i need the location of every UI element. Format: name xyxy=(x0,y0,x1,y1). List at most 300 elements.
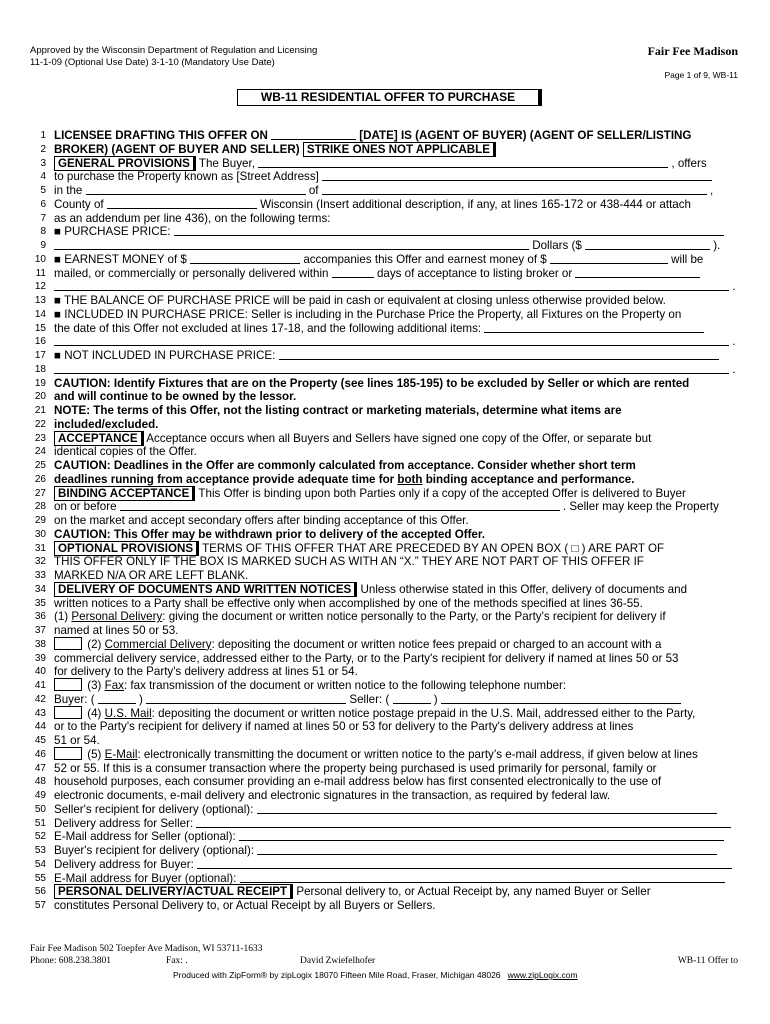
line-number: 57 xyxy=(34,900,46,911)
form-line xyxy=(0,211,770,226)
text-run: E-Mail address for Seller (optional): xyxy=(54,830,239,844)
form-line xyxy=(0,884,770,899)
text-run: : electronically transmitting the document or written notice to the party’s e-mail address, if given below at lines xyxy=(137,747,698,761)
text-run: . xyxy=(729,280,736,294)
line-number: 28 xyxy=(34,501,46,513)
line-text xyxy=(54,348,740,363)
form-line xyxy=(0,334,770,349)
form-line xyxy=(0,238,770,253)
footer-produced xyxy=(173,970,578,980)
line-text xyxy=(54,486,740,501)
line-number: 37 xyxy=(34,625,46,636)
line-text xyxy=(54,829,740,844)
text-run: Unless otherwise stated in this Offer, delivery of documents and xyxy=(357,582,688,596)
line-number: 8 xyxy=(40,226,46,238)
fill-in-blank[interactable] xyxy=(322,183,707,195)
form-line xyxy=(0,128,770,143)
line-number: 3 xyxy=(40,157,46,169)
line-number: 14 xyxy=(34,308,46,320)
line-text xyxy=(54,169,740,184)
form-line xyxy=(0,499,770,514)
text-run: TERMS OF THIS OFFER THAT ARE PRECEDED BY AN OPEN BOX ( □ ) ARE PART OF xyxy=(199,541,665,555)
line-number: 7 xyxy=(40,212,46,224)
text-run: household purposes, each consumer providing an e-mail address below has first consented electronically to the use of xyxy=(54,775,662,789)
text-run: County of xyxy=(54,197,107,211)
line-number: 39 xyxy=(34,652,46,664)
form-line xyxy=(0,527,770,542)
form-line xyxy=(0,637,770,652)
text-run: Delivery address for Seller: xyxy=(54,816,197,830)
line-number: 1 xyxy=(40,130,46,141)
form-line xyxy=(0,664,770,679)
form-line xyxy=(0,142,770,157)
text-run: U.S. Mail xyxy=(104,706,152,720)
text-run: electronic documents, e-mail delivery and electronic signatures in the transaction, as required by federal law. xyxy=(54,789,611,802)
text-run: (5) xyxy=(84,747,105,761)
fill-in-blank[interactable] xyxy=(332,266,374,278)
line-number: 35 xyxy=(34,597,46,609)
line-text xyxy=(54,307,740,322)
form-line xyxy=(0,747,770,762)
line-text xyxy=(54,431,740,446)
text-run: CAUTION: This Offer may be withdrawn prior to delivery of the accepted Offer. xyxy=(54,527,485,541)
fill-in-blank[interactable] xyxy=(197,857,732,869)
form-line xyxy=(0,843,770,858)
line-number: 21 xyxy=(34,405,46,416)
text-run: Seller's recipient for delivery (optional): xyxy=(54,802,257,816)
approval-header xyxy=(30,45,317,69)
form-line xyxy=(0,252,770,267)
fill-in-blank[interactable] xyxy=(550,252,668,264)
line-number: 15 xyxy=(34,322,46,334)
line-number: 36 xyxy=(34,611,46,623)
footer-address: Fair Fee Madison 502 Toepfer Ave Madison, WI 53711-1633 xyxy=(30,944,263,954)
line-number: 10 xyxy=(34,253,46,265)
line-number: 40 xyxy=(34,666,46,678)
fill-in-blank[interactable] xyxy=(196,816,731,828)
fill-in-blank[interactable] xyxy=(257,802,717,814)
line-text xyxy=(54,788,740,803)
fill-in-blank[interactable] xyxy=(190,252,300,264)
text-run: Delivery address for Buyer: xyxy=(54,857,198,871)
fill-in-blank[interactable] xyxy=(240,871,725,883)
text-run: named at lines 50 or 53. xyxy=(54,624,179,637)
line-text xyxy=(54,802,740,817)
line-text xyxy=(54,472,740,487)
line-number: 34 xyxy=(34,583,46,595)
line-text xyxy=(54,128,740,143)
form-line xyxy=(0,596,770,611)
form-line xyxy=(0,431,770,446)
line-text xyxy=(54,211,740,226)
text-run: BROKER) (AGENT OF BUYER AND SELLER) xyxy=(54,142,303,156)
text-run: both xyxy=(397,472,423,486)
line-text xyxy=(54,774,740,789)
line-number: 16 xyxy=(34,336,46,348)
line-text xyxy=(54,554,740,569)
form-line xyxy=(0,568,770,583)
form-line xyxy=(0,279,770,294)
fill-in-blank[interactable] xyxy=(271,128,356,140)
fill-in-blank[interactable] xyxy=(258,156,668,168)
line-text xyxy=(54,884,740,899)
line-text xyxy=(54,183,740,198)
line-text xyxy=(54,376,740,391)
text-run: LICENSEE DRAFTING THIS OFFER ON xyxy=(54,129,272,142)
text-run: (1) xyxy=(54,610,72,624)
footer-phone: Phone: 608.238.3801 xyxy=(30,956,112,966)
line-number: 23 xyxy=(34,432,46,444)
form-line xyxy=(0,183,770,198)
text-run: for delivery to the Party's delivery address at lines 51 or 54. xyxy=(54,665,358,679)
text-run: in the xyxy=(54,184,86,197)
line-number: 47 xyxy=(34,762,46,774)
line-number: 12 xyxy=(34,281,46,293)
fill-in-blank[interactable] xyxy=(575,266,700,278)
page-number: Page 1 of 9, WB-11 xyxy=(664,70,738,80)
text-run: included/excluded. xyxy=(54,417,159,431)
brand-name: Fair Fee Madison xyxy=(647,44,738,58)
fill-in-blank[interactable] xyxy=(257,843,717,855)
text-run: Personal Delivery xyxy=(71,610,163,624)
line-text xyxy=(54,719,740,734)
line-text xyxy=(54,651,740,666)
option-checkbox[interactable] xyxy=(54,637,82,650)
text-run: CAUTION: Deadlines in the Offer are commonly calculated from acceptance. Consider whether short term xyxy=(54,459,636,472)
line-number: 55 xyxy=(34,872,46,884)
text-run: Personal delivery to, or Actual Receipt by, any named Buyer or Seller xyxy=(293,885,651,899)
text-run: or to the Party's recipient for delivery if named at lines 50 or 53 for delivery to the Party's delivery address at lines xyxy=(54,720,634,734)
fill-in-blank[interactable] xyxy=(146,692,346,704)
line-number: 27 xyxy=(34,487,46,499)
form-line xyxy=(0,706,770,721)
line-number: 32 xyxy=(34,556,46,568)
form-line xyxy=(0,719,770,734)
text-run: deadlines running from acceptance provide adequate time for xyxy=(54,472,398,486)
text-run: . xyxy=(729,362,736,376)
line-number: 49 xyxy=(34,790,46,801)
produced-text: Produced with ZipForm® by zipLogix 18070 Fifteen Mile Road, Fraser, Michigan 48026 xyxy=(173,970,501,980)
line-number: 18 xyxy=(34,363,46,375)
fill-in-blank[interactable] xyxy=(107,197,257,209)
line-number: 50 xyxy=(34,803,46,815)
line-text xyxy=(54,197,740,212)
text-run: Buyer's recipient for delivery (optional): xyxy=(54,844,258,857)
line-number: 6 xyxy=(40,198,46,210)
form-line xyxy=(0,156,770,171)
form-title: WB-11 RESIDENTIAL OFFER TO PURCHASE xyxy=(237,89,542,106)
form-line xyxy=(0,197,770,212)
line-text xyxy=(54,857,740,872)
section-heading: STRIKE ONES NOT APPLICABLE xyxy=(303,142,496,157)
fill-in-blank[interactable] xyxy=(322,169,712,181)
text-run: E-Mail address for Buyer (optional): xyxy=(54,871,240,885)
line-number: 33 xyxy=(34,570,46,581)
fill-in-blank[interactable] xyxy=(174,224,724,236)
text-run: will be xyxy=(667,252,704,266)
line-text xyxy=(54,678,740,693)
fill-in-blank[interactable] xyxy=(120,499,560,511)
form-line xyxy=(0,513,770,528)
text-run: and will continue to be owned by the lessor. xyxy=(54,390,297,404)
line-number: 56 xyxy=(34,886,46,898)
line-text xyxy=(54,609,740,624)
form-line xyxy=(0,458,770,473)
form-line xyxy=(0,293,770,308)
line-text xyxy=(54,637,740,652)
form-line xyxy=(0,417,770,432)
text-run: of xyxy=(305,184,322,197)
line-text xyxy=(54,568,740,583)
form-line xyxy=(0,169,770,184)
form-line xyxy=(0,623,770,638)
text-run: The Buyer, xyxy=(195,156,259,170)
fill-in-blank[interactable] xyxy=(239,829,724,841)
text-run: E-Mail xyxy=(104,747,138,761)
line-number: 54 xyxy=(34,858,46,870)
line-text xyxy=(54,747,740,762)
line-number: 9 xyxy=(40,240,46,251)
line-number: 44 xyxy=(34,721,46,733)
line-text xyxy=(54,733,740,748)
line-text xyxy=(54,362,740,377)
line-number: 42 xyxy=(34,693,46,705)
line-text xyxy=(54,513,740,528)
form-line xyxy=(0,403,770,418)
form-line xyxy=(0,307,770,322)
text-run: : giving the document or written notice personally to the Party, or the Party's recipient for delivery if xyxy=(162,610,666,624)
line-number: 43 xyxy=(34,707,46,719)
form-line xyxy=(0,362,770,377)
line-number: 13 xyxy=(34,295,46,306)
form-line xyxy=(0,898,770,913)
line-text xyxy=(54,224,740,239)
form-line xyxy=(0,582,770,597)
section-heading: DELIVERY OF DOCUMENTS AND WRITTEN NOTICES xyxy=(54,582,357,597)
text-run: mailed, or commercially or personally delivered within xyxy=(54,266,332,280)
line-text xyxy=(54,293,740,308)
line-number: 20 xyxy=(34,391,46,403)
text-run: on or before xyxy=(54,500,120,514)
text-run: to purchase the Property known as [Street Address] xyxy=(54,170,323,184)
fill-in-blank[interactable] xyxy=(54,334,729,346)
text-run: , xyxy=(706,184,714,197)
line-text xyxy=(54,898,740,913)
form-line xyxy=(0,802,770,817)
use-dates: 11-1-09 (Optional Use Date) 3-1-10 (Mandatory Use Date) xyxy=(30,57,275,68)
line-number: 48 xyxy=(34,776,46,788)
text-run: 51 or 54. xyxy=(54,734,100,747)
fill-in-blank[interactable] xyxy=(393,692,431,704)
text-run: ■ NOT INCLUDED IN PURCHASE PRICE: xyxy=(54,349,279,362)
line-number: 30 xyxy=(34,528,46,540)
form-line xyxy=(0,444,770,459)
text-run: written notices to a Party shall be effective only when accomplished by one of the methods specified at lines 36-55. xyxy=(54,596,643,610)
line-number: 29 xyxy=(34,515,46,526)
text-run: identical copies of the Offer. xyxy=(54,445,197,459)
text-run: Buyer: ( xyxy=(54,692,98,706)
text-run: CAUTION: Identify Fixtures that are on the Property (see lines 185-195) to be excluded by Seller or which are rented xyxy=(54,376,690,390)
fill-in-blank[interactable] xyxy=(54,362,729,374)
line-number: 31 xyxy=(34,542,46,554)
footer-fax: Fax: . xyxy=(166,956,188,966)
line-text xyxy=(54,623,740,638)
line-number: 41 xyxy=(34,680,46,691)
text-run: on the market and accept secondary offers after binding acceptance of this Offer. xyxy=(54,514,469,527)
fill-in-blank[interactable] xyxy=(441,692,681,704)
line-number: 2 xyxy=(40,143,46,155)
line-text xyxy=(54,816,740,831)
line-text xyxy=(54,334,740,349)
text-run: ) xyxy=(430,692,441,706)
form-line xyxy=(0,266,770,281)
text-run: Acceptance occurs when all Buyers and Sellers have signed one copy of the Offer, or separate but xyxy=(143,431,652,445)
text-run: accompanies this Offer and earnest money of $ xyxy=(300,252,550,266)
text-run: . Seller may keep the Property xyxy=(559,500,719,514)
text-run: Wisconsin (Insert additional description, if any, at lines 165-172 or 438-444 or attach xyxy=(256,197,692,211)
line-number: 24 xyxy=(34,446,46,458)
text-run: , offers xyxy=(668,156,707,170)
line-text xyxy=(54,321,740,336)
line-number: 11 xyxy=(35,267,46,279)
section-heading: GENERAL PROVISIONS xyxy=(54,156,196,171)
form-line xyxy=(0,774,770,789)
footer-form-id: WB-11 Offer to xyxy=(677,956,738,966)
fill-in-blank[interactable] xyxy=(585,238,710,250)
text-run: ■ EARNEST MONEY of $ xyxy=(54,252,191,266)
line-text xyxy=(54,761,740,776)
fill-in-blank[interactable] xyxy=(86,183,306,195)
form-line xyxy=(0,609,770,624)
form-line xyxy=(0,857,770,872)
footer-agent: David Zwiefelhofer xyxy=(300,956,376,966)
form-line xyxy=(0,678,770,693)
line-number: 22 xyxy=(34,418,46,430)
fill-in-blank[interactable] xyxy=(54,238,529,250)
line-number: 46 xyxy=(34,748,46,760)
text-run: ■ THE BALANCE OF PURCHASE PRICE will be paid in cash or equivalent at closing unless otherwise provided below. xyxy=(54,294,666,307)
line-text xyxy=(54,279,740,294)
text-run: 52 or 55. If this is a consumer transaction where the property being purchased is used primarily for personal, family or xyxy=(54,761,657,775)
form-line xyxy=(0,651,770,666)
text-run: : depositing the document or written notice postage prepaid in the U.S. Mail, addressed either to the Party, xyxy=(151,706,696,720)
text-run: the date of this Offer not excluded at lines 17-18, and the following additional items: xyxy=(54,321,485,335)
form-line xyxy=(0,692,770,707)
line-text xyxy=(54,444,740,459)
line-text xyxy=(54,527,740,542)
form-line xyxy=(0,761,770,776)
text-run: ■ PURCHASE PRICE: xyxy=(54,225,174,239)
option-checkbox[interactable] xyxy=(54,747,82,760)
line-text xyxy=(54,871,740,886)
form-line xyxy=(0,541,770,556)
ziplogix-link[interactable]: www.zipLogix.com xyxy=(507,970,578,980)
line-text xyxy=(54,252,740,267)
form-line xyxy=(0,486,770,501)
line-number: 25 xyxy=(34,460,46,471)
fill-in-blank[interactable] xyxy=(484,321,704,333)
form-line xyxy=(0,829,770,844)
fill-in-blank[interactable] xyxy=(98,692,136,704)
line-number: 19 xyxy=(34,377,46,389)
text-run: MARKED N/A OR ARE LEFT BLANK. xyxy=(54,569,249,582)
line-number: 26 xyxy=(34,473,46,485)
line-text xyxy=(54,417,740,432)
text-run: NOTE: The terms of this Offer, not the listing contract or marketing materials, determine what items are xyxy=(54,404,622,417)
text-run: : fax transmission of the document or written notice to the following telephone number: xyxy=(123,679,567,692)
section-heading: OPTIONAL PROVISIONS xyxy=(54,541,199,556)
text-run: ). xyxy=(710,239,721,252)
line-text xyxy=(54,389,740,404)
text-run: constitutes Personal Delivery to, or Actual Receipt by all Buyers or Sellers. xyxy=(54,899,436,912)
form-line xyxy=(0,348,770,363)
line-text xyxy=(54,238,740,253)
line-number: 51 xyxy=(34,817,46,829)
line-text xyxy=(54,142,740,157)
form-line xyxy=(0,788,770,803)
line-text xyxy=(54,706,740,721)
line-text xyxy=(54,596,740,611)
text-run: as an addendum per line 436), on the following terms: xyxy=(54,211,331,225)
line-number: 4 xyxy=(40,171,46,183)
fill-in-blank[interactable] xyxy=(54,279,729,291)
line-text xyxy=(54,266,740,281)
text-run: Seller: ( xyxy=(346,692,393,706)
text-run: Dollars ($ xyxy=(529,239,586,252)
text-run: Fax xyxy=(104,679,124,692)
text-run: (2) xyxy=(84,637,105,651)
line-text xyxy=(54,403,740,418)
form-line xyxy=(0,321,770,336)
fill-in-blank[interactable] xyxy=(279,348,719,360)
line-number: 5 xyxy=(40,185,46,196)
section-heading: BINDING ACCEPTANCE xyxy=(54,486,195,501)
form-line xyxy=(0,733,770,748)
text-run: [DATE] IS (AGENT OF BUYER) (AGENT OF SELLER/LISTING xyxy=(356,129,692,142)
line-text xyxy=(54,843,740,858)
text-run: (4) xyxy=(84,706,105,720)
text-run: THIS OFFER ONLY IF THE BOX IS MARKED SUCH AS WITH AN “X.” THEY ARE NOT PART OF THIS OFFER IF xyxy=(54,555,644,569)
text-run: commercial delivery service, addressed either to the Party, or to the Party's recipient for delivery if named at lines 50 or 53 xyxy=(54,651,679,665)
form-line xyxy=(0,472,770,487)
form-line xyxy=(0,554,770,569)
text-run: ) xyxy=(135,692,147,706)
section-heading: PERSONAL DELIVERY/ACTUAL RECEIPT xyxy=(54,884,293,899)
form-line xyxy=(0,389,770,404)
section-heading: ACCEPTANCE xyxy=(54,431,144,446)
line-number: 53 xyxy=(34,845,46,856)
text-run: ■ INCLUDED IN PURCHASE PRICE: Seller is including in the Purchase Price the Property, all Fixtures on the Property on xyxy=(54,307,682,321)
text-run: days of acceptance to listing broker or xyxy=(373,266,576,280)
text-run: This Offer is binding upon both Parties only if a copy of the accepted Offer is delivered to Buyer xyxy=(195,486,686,500)
line-number: 52 xyxy=(34,831,46,843)
line-number: 45 xyxy=(34,735,46,746)
text-run: (3) xyxy=(84,679,105,692)
line-text xyxy=(54,664,740,679)
form-line xyxy=(0,871,770,886)
line-text xyxy=(54,458,740,473)
line-number: 38 xyxy=(34,638,46,650)
option-checkbox[interactable] xyxy=(54,678,82,691)
line-number: 17 xyxy=(34,350,46,361)
approval-text: Approved by the Wisconsin Department of Regulation and Licensing xyxy=(30,45,318,56)
form-line xyxy=(0,224,770,239)
text-run: : depositing the document or written notice fees prepaid or charged to an account with a xyxy=(211,637,662,651)
line-text xyxy=(54,156,740,171)
option-checkbox[interactable] xyxy=(54,706,82,719)
line-text xyxy=(54,541,740,556)
form-line xyxy=(0,376,770,391)
